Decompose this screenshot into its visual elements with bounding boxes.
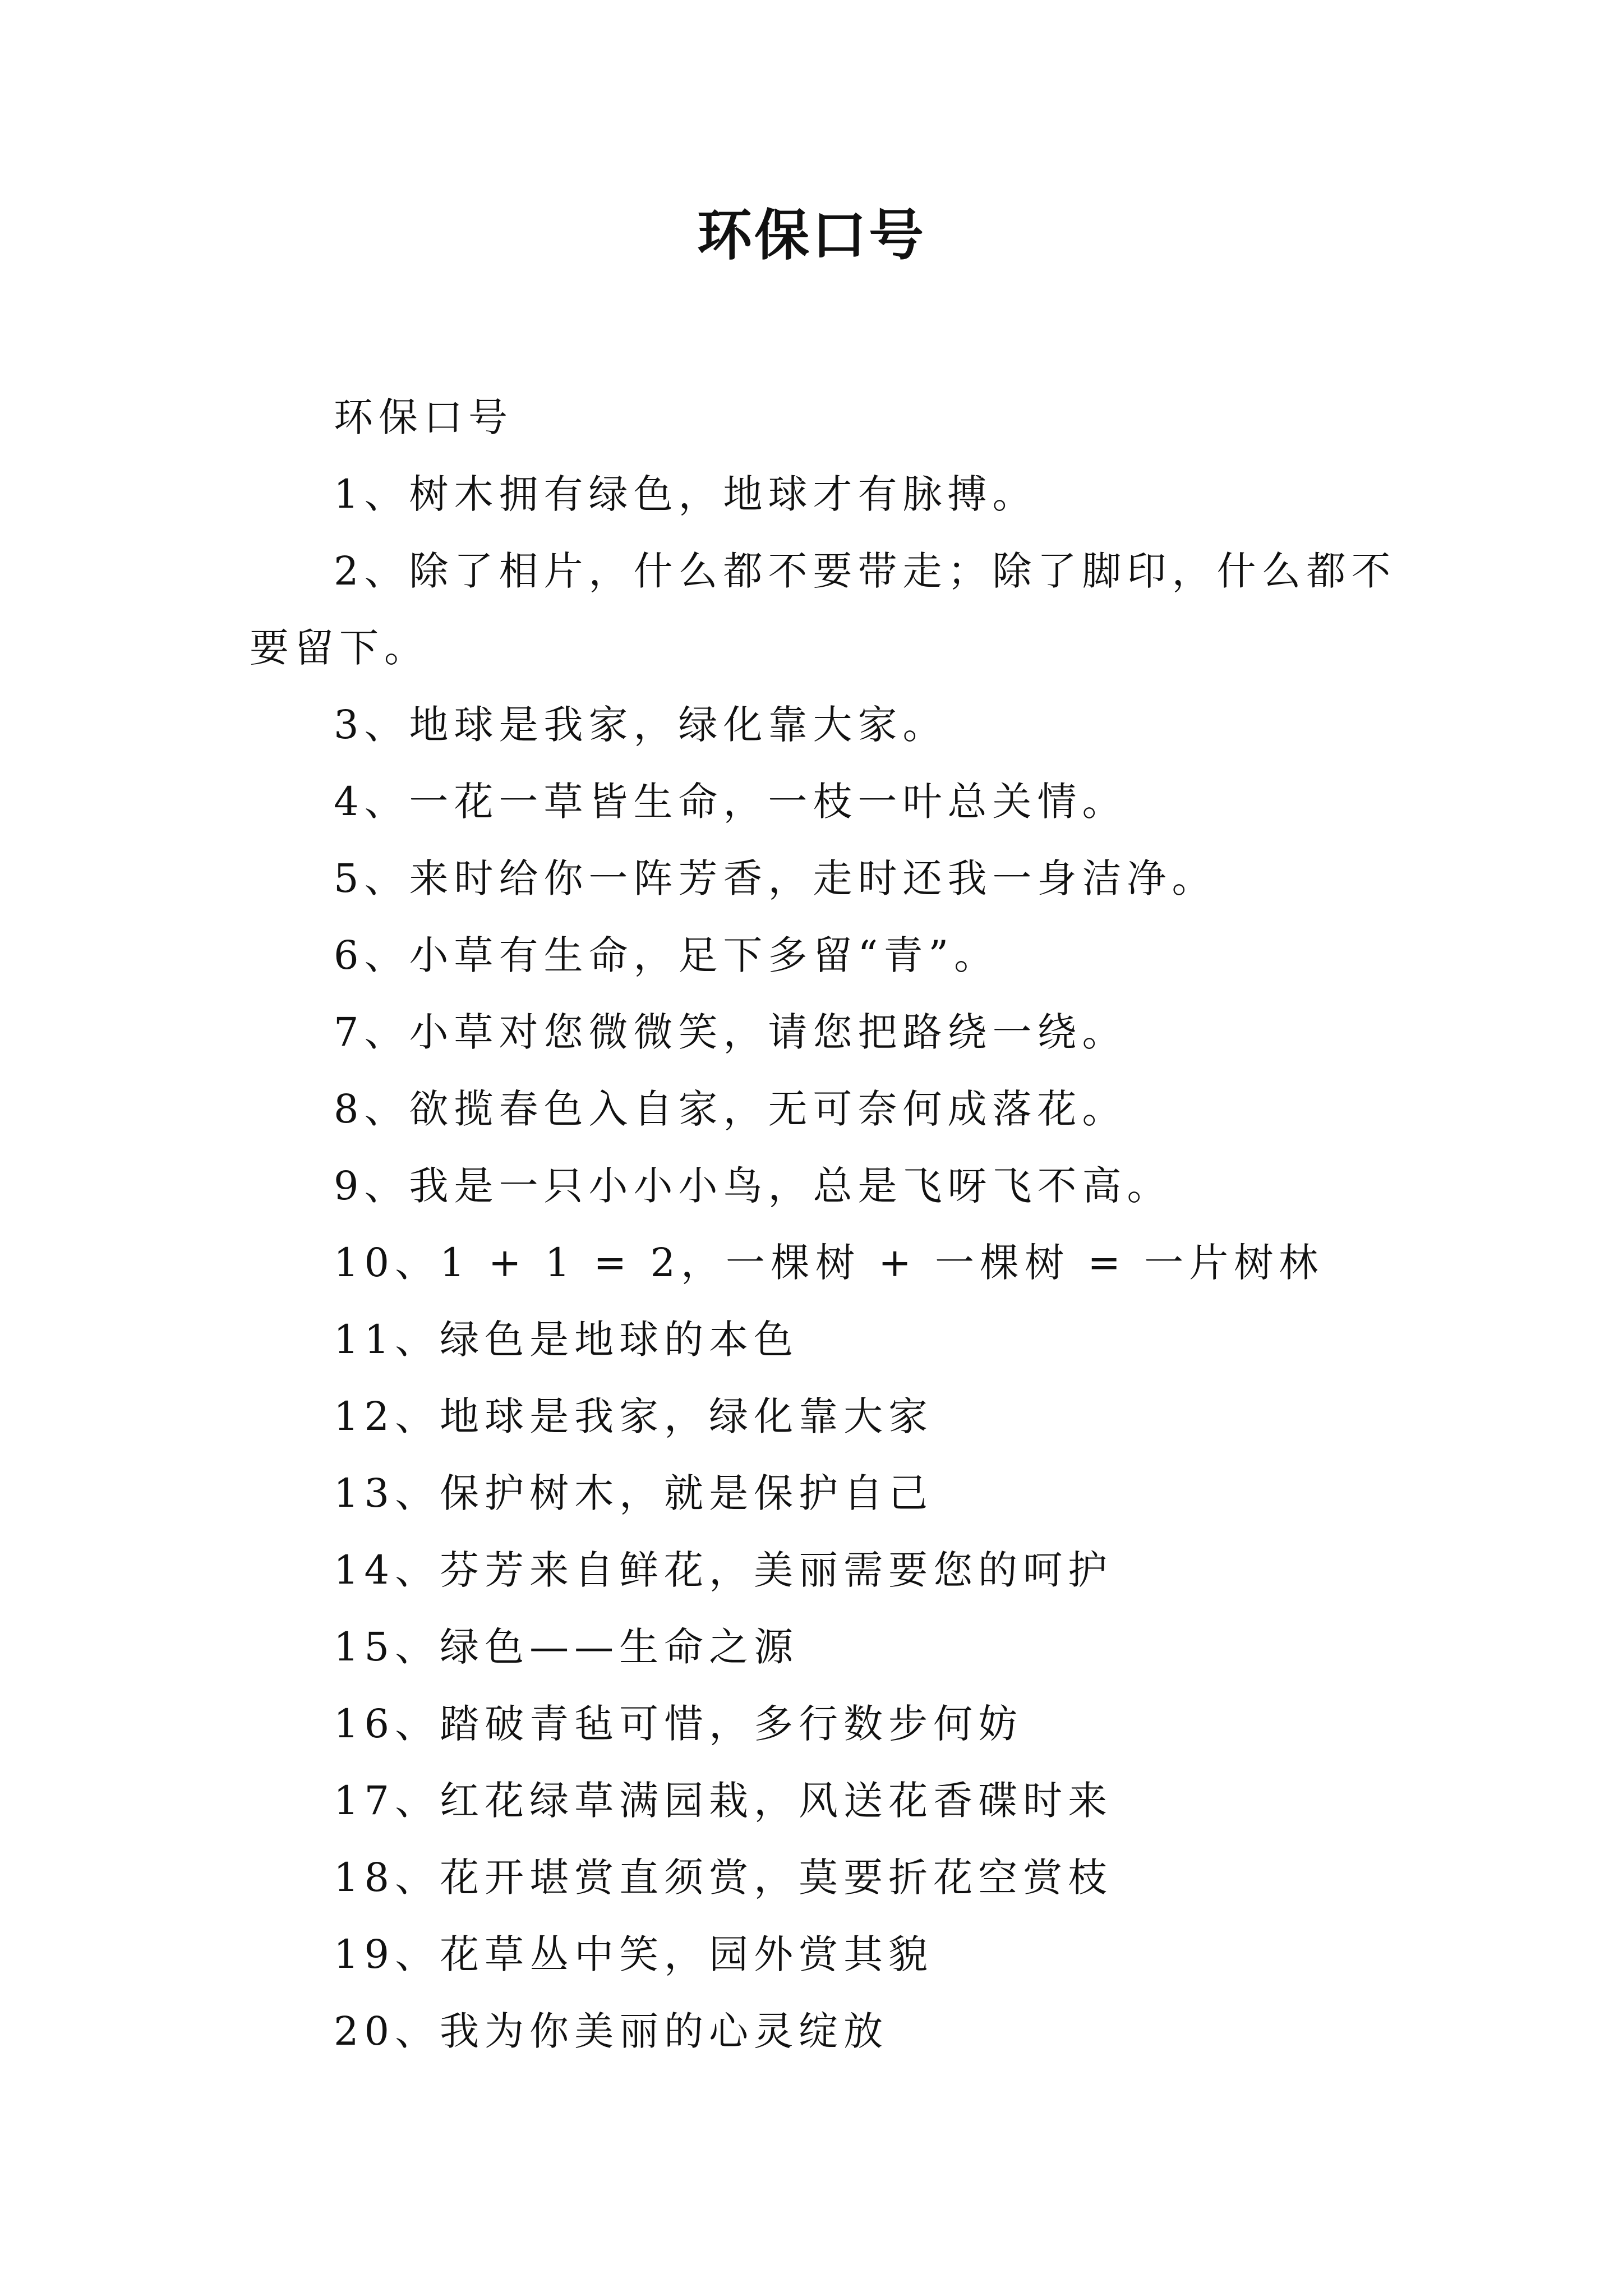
slogan-6: 6、小草有生命，足下多留“青”。 — [334, 932, 999, 978]
slogan-2: 2、除了相片，什么都不要带走；除了脚印，什么都不要留下。 — [250, 548, 1396, 671]
slogan-17: 17、红花绿草满园栽，风送花香碟时来 — [334, 1778, 1113, 1824]
slogan-7: 7、小草对您微微笑，请您把路绕一绕。 — [334, 1009, 1127, 1055]
slogan-19: 19、花草丛中笑，园外赏其貌 — [334, 1931, 934, 1977]
slogan-12: 12、地球是我家，绿化靠大家 — [334, 1393, 934, 1439]
slogan-5: 5、来时给你一阵芳香，走时还我一身洁净。 — [334, 855, 1217, 901]
slogan-10: 10、1 + 1 = 2，一棵树 + 一棵树 = 一片树林 — [334, 1240, 1324, 1286]
slogan-16: 16、踏破青毡可惜，多行数步何妨 — [334, 1701, 1023, 1747]
document-title: 环保口号 — [697, 203, 926, 268]
slogan-11: 11、绿色是地球的本色 — [334, 1317, 799, 1363]
slogan-13: 13、保护树木，就是保护自己 — [334, 1470, 934, 1516]
slogan-4: 4、一花一草皆生命，一枝一叶总关情。 — [334, 779, 1127, 825]
slogan-20: 20、我为你美丽的心灵绽放 — [334, 2008, 889, 2054]
slogan-3: 3、地球是我家，绿化靠大家。 — [334, 702, 948, 748]
slogan-1: 1、树木拥有绿色，地球才有脉搏。 — [334, 471, 1038, 517]
document-body — [250, 379, 1399, 2070]
slogan-9: 9、我是一只小小小鸟，总是飞呀飞不高。 — [334, 1163, 1172, 1209]
slogan-15: 15、绿色——生命之源 — [334, 1624, 799, 1670]
slogan-8: 8、欲揽春色入自家，无可奈何成落花。 — [334, 1086, 1127, 1132]
slogan-18: 18、花开堪赏直须赏，莫要折花空赏枝 — [334, 1855, 1113, 1901]
paragraph-heading: 环保口号 — [334, 394, 513, 440]
slogan-14: 14、芬芳来自鲜花，美丽需要您的呵护 — [334, 1547, 1113, 1593]
